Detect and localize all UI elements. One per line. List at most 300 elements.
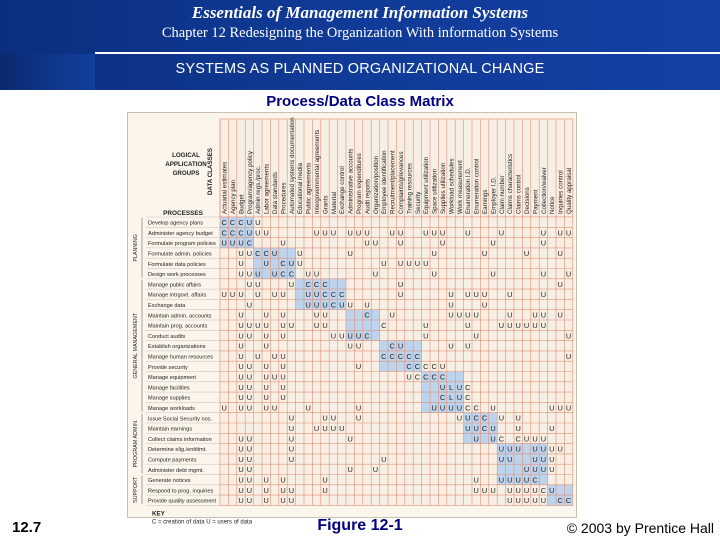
matrix-cell: U	[507, 485, 513, 495]
matrix-cell: C	[280, 269, 286, 279]
matrix-cell: C	[397, 351, 404, 361]
matrix-cell: U	[288, 259, 295, 269]
matrix-cell: U	[364, 300, 370, 310]
matrix-cell: U	[381, 454, 387, 464]
matrix-cell: U	[322, 300, 328, 310]
matrix-cell: U	[263, 331, 269, 341]
group-label: GENERAL MANAGEMENT	[133, 312, 139, 379]
data-class-label: Workload schedules	[448, 158, 456, 214]
matrix-cell: C	[540, 485, 547, 495]
matrix-cell: U	[565, 331, 572, 341]
matrix-cell: U	[246, 279, 253, 289]
matrix-cell: U	[540, 454, 547, 464]
matrix-cell: U	[490, 403, 496, 413]
matrix-cell: U	[389, 310, 395, 320]
data-class-label: Inquiries control	[557, 170, 565, 214]
matrix-cell: U	[238, 496, 244, 506]
matrix-cell: U	[246, 382, 253, 392]
matrix-cell: U	[305, 300, 311, 310]
matrix-cell: C	[473, 403, 479, 413]
matrix-cell: U	[271, 351, 278, 361]
matrix-cell: U	[490, 424, 496, 433]
matrix-cell: U	[280, 475, 286, 485]
matrix-cell: U	[238, 485, 244, 495]
matrix-cell: U	[339, 424, 345, 433]
slide-header	[0, 0, 720, 90]
matrix-cell: U	[246, 434, 253, 444]
matrix-cell: U	[465, 290, 471, 300]
matrix-cell: C	[515, 434, 521, 444]
matrix-cell: U	[238, 248, 244, 258]
matrix-cell: U	[246, 228, 253, 238]
matrix-cell: U	[246, 475, 253, 485]
matrix-cell: U	[322, 228, 328, 238]
matrix-cell: U	[515, 424, 521, 433]
slide-subtitle: Chapter 12 Redesigning the Organization With information Systems	[161, 25, 559, 41]
matrix-cell: U	[364, 228, 370, 238]
matrix-cell: U	[448, 341, 454, 351]
matrix-cell: C	[238, 218, 244, 227]
matrix-cell: U	[221, 238, 227, 248]
process-label: Conduct audits	[148, 333, 186, 340]
figure-reference: Figure 12-1	[317, 517, 403, 534]
matrix-cell: U	[481, 485, 488, 495]
key-text: C = creation of data U = users of data	[152, 519, 253, 526]
matrix-cell: U	[280, 331, 286, 341]
matrix-cell: C	[381, 351, 387, 361]
logical-groups-caption: APPLICATION	[165, 161, 207, 168]
matrix-cell: U	[288, 434, 295, 444]
matrix-cell: C	[465, 393, 471, 403]
matrix-cell: C	[280, 259, 286, 269]
processes-caption: PROCESSES	[163, 210, 203, 217]
matrix-cell: U	[238, 403, 244, 413]
matrix-cell: U	[456, 403, 463, 413]
matrix-cell: U	[397, 238, 404, 248]
matrix-cell: U	[263, 372, 269, 382]
matrix-cell: U	[221, 290, 227, 300]
matrix-cell: U	[280, 362, 286, 372]
matrix-cell: U	[355, 413, 362, 423]
process-label: Maintain prog. accounts	[148, 323, 208, 330]
matrix-cell: U	[255, 269, 261, 279]
matrix-cell: U	[549, 454, 555, 464]
matrix-cell: C	[423, 362, 429, 372]
matrix-cell: U	[246, 218, 253, 227]
matrix-cell: C	[330, 300, 337, 310]
data-class-label: Supplies utilization	[440, 162, 447, 214]
matrix-cell: U	[347, 248, 353, 258]
matrix-cell: U	[263, 228, 269, 238]
matrix-cell: U	[355, 341, 362, 351]
matrix-cell: U	[238, 372, 244, 382]
data-class-label: Organization/position	[372, 155, 380, 214]
matrix-cell: U	[238, 444, 244, 454]
matrix-cell: U	[540, 310, 547, 320]
group-label: PLANNING	[133, 234, 139, 262]
matrix-cell: U	[246, 485, 253, 495]
data-class-label: Audit reports	[364, 178, 372, 214]
matrix-cell: C	[431, 362, 437, 372]
matrix-cell: U	[263, 310, 269, 320]
matrix-cell: U	[322, 321, 328, 330]
matrix-cell: C	[364, 331, 370, 341]
matrix-cell: C	[221, 218, 227, 227]
data-class-label: Employee identification	[381, 150, 389, 214]
matrix-cell: U	[330, 424, 337, 433]
matrix-cell: U	[246, 465, 253, 475]
process-label: Establish organizations	[148, 344, 206, 351]
matrix-cell: U	[515, 321, 521, 330]
matrix-cell: U	[271, 403, 278, 413]
matrix-cell: U	[498, 444, 505, 454]
data-class-label: Procedures	[280, 182, 288, 214]
matrix-cell: U	[246, 248, 253, 258]
data-class-label: Exchange control	[339, 166, 347, 214]
process-label: Manage workloads	[148, 406, 195, 412]
matrix-cell: U	[280, 372, 286, 382]
copyright-notice: © 2003 by Prentice Hall	[566, 520, 714, 536]
data-class-label: Program expenditures	[356, 153, 363, 214]
section-heading: SYSTEMS AS PLANNED ORGANIZATIONAL CHANGE	[175, 61, 545, 77]
matrix-cell: U	[322, 475, 328, 485]
matrix-cell: U	[238, 321, 244, 330]
matrix-cell: C	[565, 496, 572, 506]
matrix-cell: U	[456, 393, 463, 403]
matrix-cell: U	[473, 290, 479, 300]
matrix-cell: C	[322, 290, 328, 300]
data-class-label: Data standards	[272, 172, 279, 214]
matrix-cell: U	[532, 485, 538, 495]
matrix-cell: U	[238, 238, 244, 248]
matrix-cell: U	[229, 238, 236, 248]
matrix-cell: C	[389, 351, 395, 361]
data-class-label: Material	[330, 191, 338, 214]
data-class-label: Claims characteristics	[507, 153, 515, 214]
matrix-cell: U	[473, 475, 479, 485]
matrix-cell: C	[414, 351, 421, 361]
matrix-cell: C	[322, 279, 328, 289]
matrix-cell: U	[439, 382, 446, 392]
matrix-cell: C	[255, 248, 261, 258]
matrix-cell: U	[414, 259, 421, 269]
matrix-cell: C	[465, 403, 471, 413]
matrix-cell: U	[397, 228, 404, 238]
matrix-cell: U	[355, 362, 362, 372]
matrix-cell: U	[263, 393, 269, 403]
matrix-cell: U	[297, 248, 303, 258]
matrix-cell: U	[465, 321, 471, 330]
matrix-cell: U	[246, 269, 253, 279]
matrix-cell: U	[255, 351, 261, 361]
matrix-cell: U	[246, 372, 253, 382]
process-label: Provide quality assessment	[148, 498, 217, 505]
matrix-cell: U	[565, 269, 572, 279]
matrix-cell: U	[238, 393, 244, 403]
matrix-cell: U	[381, 259, 387, 269]
matrix-cell: U	[465, 228, 471, 238]
matrix-cell: U	[313, 424, 320, 433]
matrix-cell: U	[481, 290, 488, 300]
matrix-cell: U	[347, 465, 353, 475]
matrix-cell: C	[339, 290, 345, 300]
matrix-cell: C	[330, 290, 337, 300]
process-label: Design work processes	[148, 272, 206, 279]
matrix-cell: U	[355, 331, 362, 341]
matrix-cell: U	[313, 290, 320, 300]
data-class-label: Collection/waiver	[540, 167, 548, 214]
matrix-cell: C	[288, 269, 295, 279]
matrix-cell: U	[271, 372, 278, 382]
header-rule	[95, 52, 720, 54]
process-label: Maintain earnings	[148, 426, 193, 433]
matrix-cell: U	[498, 475, 505, 485]
matrix-cell: U	[238, 341, 244, 351]
matrix-cell: U	[448, 310, 454, 320]
data-class-label: Budget	[238, 194, 246, 214]
matrix-cell: U	[431, 403, 437, 413]
matrix-cell: U	[238, 269, 244, 279]
matrix-cell: U	[439, 362, 446, 372]
matrix-cell: U	[238, 362, 244, 372]
data-class-label: Space utilization	[431, 168, 439, 214]
matrix-cell: U	[322, 424, 328, 433]
matrix-cell: U	[313, 269, 320, 279]
process-label: Administer agency budget	[148, 230, 213, 237]
matrix-cell: U	[246, 321, 253, 330]
matrix-cell: U	[263, 321, 269, 330]
matrix-cell: U	[540, 228, 547, 238]
matrix-cell: U	[246, 362, 253, 372]
matrix-cell: U	[364, 238, 370, 248]
matrix-cell: U	[271, 269, 278, 279]
matrix-cell: U	[280, 393, 286, 403]
matrix-cell: U	[330, 331, 337, 341]
data-class-label: Decisions	[524, 187, 531, 214]
matrix-cell: U	[540, 444, 547, 454]
matrix-cell: U	[540, 496, 547, 506]
matrix-cell: U	[263, 496, 269, 506]
data-classes-caption: DATA CLASSES	[207, 148, 214, 195]
matrix-cell: U	[280, 485, 286, 495]
matrix-cell: U	[322, 413, 328, 423]
data-class-label: Enumeration control	[473, 158, 481, 214]
matrix-cell: U	[557, 248, 563, 258]
matrix-cell: U	[288, 496, 295, 506]
data-class-label: Agency plan	[230, 179, 237, 214]
matrix-cell: U	[255, 279, 261, 289]
matrix-cell: U	[255, 321, 261, 330]
matrix-cell: U	[339, 300, 345, 310]
matrix-cell: U	[532, 321, 538, 330]
matrix-cell: U	[280, 238, 286, 248]
data-class-label: Intergovernmental agreements	[314, 129, 321, 214]
matrix-cell: U	[397, 279, 404, 289]
matrix-cell: U	[288, 413, 295, 423]
matrix-cell: C	[221, 228, 227, 238]
matrix-cell: U	[288, 485, 295, 495]
matrix-cell: L	[448, 382, 454, 392]
matrix-cell: L	[448, 393, 454, 403]
matrix-cell: U	[557, 310, 563, 320]
matrix-cell: U	[549, 444, 555, 454]
matrix-cell: U	[557, 228, 563, 238]
matrix-cell: U	[355, 228, 362, 238]
matrix-cell: U	[238, 290, 244, 300]
matrix-cell: U	[347, 341, 353, 351]
data-class-label: Actuarial estimates	[221, 161, 229, 214]
matrix-cell: U	[540, 290, 547, 300]
matrix-cell: U	[423, 259, 429, 269]
matrix-cell: U	[263, 403, 269, 413]
matrix-cell: C	[238, 228, 244, 238]
matrix-cell: U	[540, 238, 547, 248]
matrix-cell: U	[481, 248, 488, 258]
matrix-cell: U	[498, 321, 505, 330]
logical-groups-caption: LOGICAL	[172, 152, 200, 159]
slide-number: 12.7	[12, 519, 42, 536]
data-class-label: Work measurement	[456, 160, 464, 214]
matrix-cell: U	[238, 434, 244, 444]
matrix-cell: U	[515, 496, 521, 506]
matrix-cell: U	[465, 413, 471, 423]
process-label: Manage public affairs	[148, 282, 202, 289]
process-label: Generate notices	[148, 478, 191, 485]
matrix-cell: C	[263, 248, 269, 258]
matrix-cell: C	[481, 413, 488, 423]
matrix-cell: U	[322, 310, 328, 320]
matrix-cell: U	[288, 424, 295, 433]
matrix-cell: U	[565, 228, 572, 238]
matrix-cell: U	[507, 475, 513, 485]
matrix-cell: C	[423, 372, 429, 382]
matrix-cell: U	[280, 290, 286, 300]
matrix-cell: U	[271, 290, 278, 300]
matrix-cell: C	[439, 372, 446, 382]
matrix-cell: U	[246, 444, 253, 454]
data-class-label: Automated systems documentation	[288, 117, 296, 214]
matrix-cell: U	[238, 331, 244, 341]
matrix-cell: U	[532, 444, 538, 454]
matrix-cell: U	[305, 403, 311, 413]
matrix-cell: U	[305, 269, 311, 279]
matrix-cell: U	[523, 465, 530, 475]
matrix-cell: U	[406, 372, 412, 382]
matrix-cell: U	[288, 444, 295, 454]
matrix-cell: U	[246, 300, 253, 310]
logical-groups-caption: GROUPS	[172, 170, 200, 177]
matrix-cell: U	[372, 238, 379, 248]
matrix-cell: U	[523, 434, 530, 444]
matrix-cell: U	[372, 269, 379, 279]
matrix-cell: C	[473, 413, 479, 423]
matrix-cell: U	[423, 228, 429, 238]
matrix-cell: U	[280, 310, 286, 320]
matrix-cell: U	[532, 465, 538, 475]
data-class-label: Admin regs./proc.	[255, 165, 263, 214]
data-class-label: Security	[414, 191, 422, 214]
process-label: Administer debt mgmt.	[148, 467, 204, 474]
matrix-cell: U	[238, 465, 244, 475]
matrix-cell: U	[507, 310, 513, 320]
matrix-cell: U	[271, 248, 278, 258]
matrix-cell: U	[448, 290, 454, 300]
data-class-label: Enumeration I.D.	[465, 167, 473, 214]
matrix-cell: U	[532, 454, 538, 464]
matrix-cell: U	[456, 310, 463, 320]
matrix-cell: C	[246, 238, 253, 248]
process-label: Formulate admin. policies	[148, 251, 212, 258]
data-class-label: Employer I.D.	[490, 176, 498, 214]
matrix-cell: U	[263, 259, 269, 269]
matrix-cell: U	[347, 434, 353, 444]
matrix-cell: U	[507, 290, 513, 300]
matrix-cell: U	[532, 434, 538, 444]
slide-title: Essentials of Management Information Systems	[191, 3, 529, 22]
matrix-cell: U	[498, 413, 505, 423]
matrix-cell: U	[313, 321, 320, 330]
data-class-label: Earnings	[482, 189, 489, 214]
matrix-cell: C	[406, 362, 412, 372]
matrix-cell: U	[263, 382, 269, 392]
matrix-cell: C	[364, 310, 370, 320]
matrix-cell: U	[255, 218, 261, 227]
matrix-cell: U	[439, 403, 446, 413]
group-label: PROGRAM ADMIN.	[133, 419, 139, 468]
matrix-cell: U	[549, 403, 555, 413]
matrix-cell: U	[540, 269, 547, 279]
process-label: Maintain admin. accounts	[148, 313, 212, 320]
matrix-cell: C	[532, 475, 538, 485]
matrix-cell: C	[305, 279, 311, 289]
matrix-cell: U	[389, 228, 395, 238]
process-label: Develop agency plans	[148, 220, 204, 227]
key-label: KEY	[152, 510, 165, 518]
data-class-label: Program/agency policy	[246, 151, 254, 214]
matrix-cell: C	[431, 372, 437, 382]
matrix-cell: U	[490, 434, 496, 444]
matrix-cell: U	[229, 290, 236, 300]
matrix-cell: U	[515, 413, 521, 423]
matrix-cell: U	[297, 259, 303, 269]
matrix-cell: U	[448, 300, 454, 310]
matrix-cell: U	[523, 321, 530, 330]
matrix-cell: C	[498, 434, 505, 444]
matrix-cell: U	[397, 259, 404, 269]
matrix-cell: U	[515, 444, 521, 454]
matrix-cell: U	[523, 485, 530, 495]
process-label: Formulate program policies	[148, 241, 216, 248]
matrix-cell: U	[456, 413, 463, 423]
matrix-cell: U	[523, 496, 530, 506]
group-label: SUPPORT	[133, 476, 139, 503]
matrix-cell: C	[229, 218, 236, 227]
matrix-cell: U	[557, 279, 563, 289]
process-label: Collect claims information	[148, 436, 212, 443]
matrix-cell: U	[507, 454, 513, 464]
matrix-cell: U	[456, 382, 463, 392]
matrix-cell: U	[280, 496, 286, 506]
matrix-cell: U	[473, 331, 479, 341]
data-class-label: Public agreements	[305, 162, 313, 214]
matrix-cell: U	[238, 351, 244, 361]
matrix-cell: U	[347, 300, 353, 310]
matrix-cell: C	[557, 496, 563, 506]
matrix-cell: U	[288, 321, 295, 330]
process-label: Compute payments	[148, 457, 197, 464]
matrix-cell: U	[481, 300, 488, 310]
matrix-cell: U	[313, 228, 320, 238]
